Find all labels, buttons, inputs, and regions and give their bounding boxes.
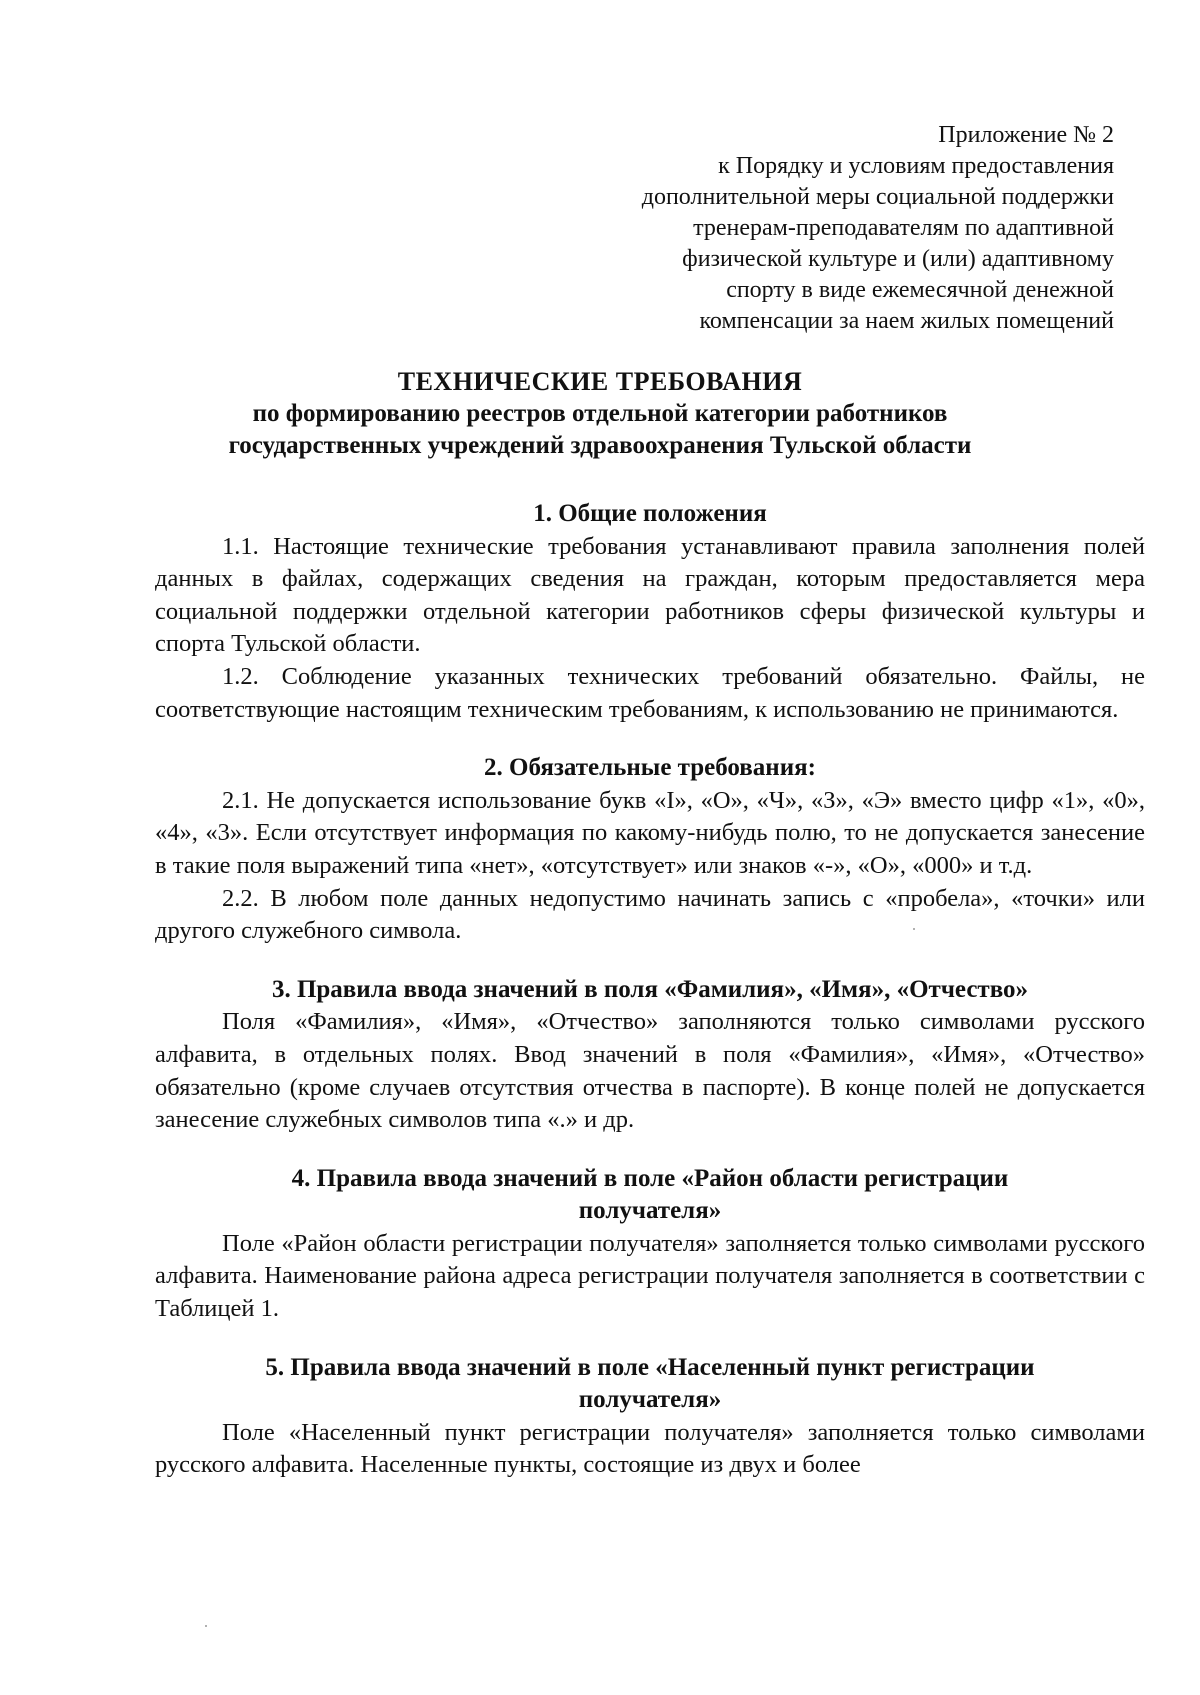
annex-line: физической культуре и (или) адаптивному [682,246,1114,272]
annex-header [554,120,1114,337]
paragraph: Поле «Район области регистрации получателя» заполняется только символами русского алфавита. Наименование района адреса регистрации получателя заполняется в соответствии с Таблицей 1. [155,1229,1145,1323]
title-subtitle-line1: по формированию реестров отдельной категории работников [252,400,948,427]
section-district-field [155,1163,1145,1326]
paragraph: 2.1. Не допускается использование букв «I», «O», «Ч», «З», «Э» вместо цифр «1», «0», «4», «3». Если отсутствует информация по какому-нибудь полю, то не допускается занесение в такие поля выражений типа «нет», «отсутствует» или знаков «-», «O», «000» и т.д. [155,786,1145,879]
section-name-fields [155,974,1145,1137]
title-main: ТЕХНИЧЕСКИЕ ТРЕБОВАНИЯ [397,367,803,396]
paragraph: 1.1. Настоящие технические требования устанавливают правила заполнения полей данных в файлах, содержащих сведения на граждан, которым предоставляется мера социальной поддержки отдельной категории работников сферы физической культуры и спорта Тульской области. [155,532,1145,658]
section-general [155,498,1145,726]
document-title [150,366,1050,462]
section-settlement-field [155,1352,1145,1482]
title-subtitle-line2: государственных учреждений здравоохранения Тульской области [228,432,972,459]
section-heading: 2. Обязательные требования: [484,754,816,782]
section-mandatory [155,752,1145,948]
annex-line: к Порядку и условиям предоставления [718,153,1114,179]
annex-line: компенсации за наем жилых помещений [699,308,1114,334]
document-body [155,498,1145,1482]
annex-line: дополнительной меры социальной поддержки [641,184,1114,210]
section-heading: 1. Общие положения [533,500,767,527]
section-heading-line1: 5. Правила ввода значений в поле «Населенный пункт регистрации [265,1353,1035,1381]
section-heading: 3. Правила ввода значений в поля «Фамилия», «Имя», «Отчество» [271,975,1029,1003]
paragraph: 1.2. Соблюдение указанных технических требований обязательно. Файлы, не соответствующие настоящим техническим требованиям, к использованию не принимаются. [155,662,1145,723]
annex-line: Приложение № 2 [938,122,1114,148]
section-heading-line2: получателя» [578,1197,722,1225]
section-heading-line2: получателя» [578,1386,722,1414]
annex-line: спорту в виде ежемесячной денежной [726,277,1114,303]
paragraph: 2.2. В любом поле данных недопустимо начинать запись с «пробела», «точки» или другого служебного символа. [155,884,1145,945]
paragraph: Поля «Фамилия», «Имя», «Отчество» заполняются только символами русского алфавита, в отдельных полях. Ввод значений в поля «Фамилия», «Имя», «Отчество» обязательно (кроме случаев отсутствия отчества в паспорте). В конце полей не допускается занесение служебных символов типа «.» и др. [155,1008,1145,1134]
annex-line: тренерам-преподавателям по адаптивной [693,215,1114,241]
paragraph: Поле «Населенный пункт регистрации получателя» заполняется только символами русского алфавита. Населенные пункты, состоящие из двух и более [155,1418,1145,1479]
section-heading-line1: 4. Правила ввода значений в поле «Район области регистрации [291,1164,1009,1192]
